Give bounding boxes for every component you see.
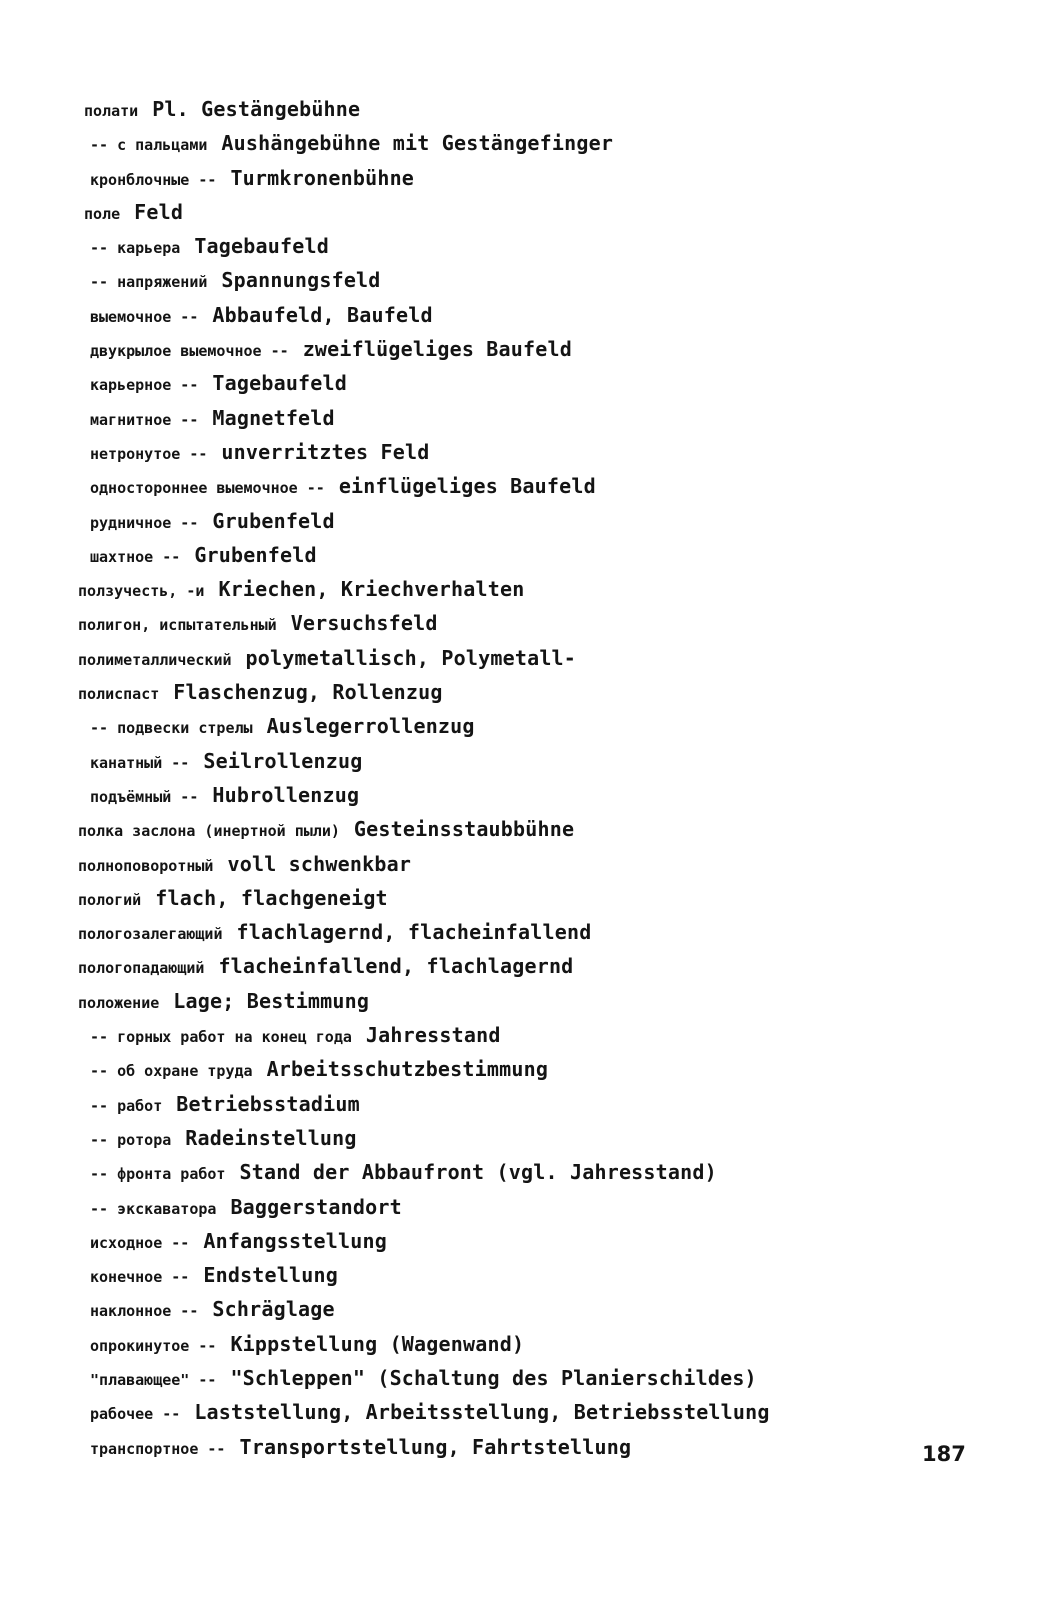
german-translation: Kippstellung (Wagenwand) xyxy=(230,1331,525,1356)
russian-term: положение xyxy=(78,993,160,1012)
russian-term: пологозалегающий xyxy=(78,925,223,944)
dictionary-entry xyxy=(78,641,978,675)
german-translation: Versuchsfeld xyxy=(290,611,438,636)
dictionary-entry xyxy=(78,1018,978,1052)
german-translation: Radeinstellung xyxy=(185,1125,357,1150)
dictionary-entry xyxy=(78,1258,978,1292)
dictionary-entry xyxy=(78,366,978,400)
russian-term: -- карьера xyxy=(90,239,181,258)
german-translation: Lage; Bestimmung xyxy=(173,988,370,1013)
russian-term: -- подвески стрелы xyxy=(90,719,253,738)
dictionary-entry xyxy=(78,538,978,572)
german-translation: Stand der Abbaufront (vgl. Jahresstand) xyxy=(239,1160,717,1185)
german-translation: Spannungsfeld xyxy=(221,268,381,293)
entry-list xyxy=(78,92,978,1464)
russian-term: кронблочные -- xyxy=(90,170,217,189)
russian-term: пологий xyxy=(78,890,142,909)
german-translation: polymetallisch, Polymetall- xyxy=(245,645,577,670)
russian-term: канатный -- xyxy=(90,753,190,772)
dictionary-entry xyxy=(78,778,978,812)
russian-term: исходное -- xyxy=(90,1233,190,1252)
dictionary-entry xyxy=(78,229,978,263)
page-number: 187 xyxy=(922,1442,966,1466)
dictionary-entry xyxy=(78,298,978,332)
dictionary-entry xyxy=(78,469,978,503)
dictionary-entry xyxy=(78,92,978,126)
german-translation: Abbaufeld, Baufeld xyxy=(212,302,433,327)
german-translation: voll schwenkbar xyxy=(227,851,412,876)
german-translation: Feld xyxy=(134,199,184,224)
russian-term: карьерное -- xyxy=(90,376,199,395)
russian-term: полиметаллический xyxy=(78,650,232,669)
dictionary-entry xyxy=(78,401,978,435)
german-translation: Magnetfeld xyxy=(212,405,335,430)
german-translation: Grubenfeld xyxy=(212,508,335,533)
dictionary-entry xyxy=(78,949,978,983)
russian-term: полка заслона (инертной пыли) xyxy=(78,822,340,841)
german-translation: flacheinfallend, flachlagernd xyxy=(218,954,574,979)
dictionary-entry xyxy=(78,915,978,949)
russian-term: конечное -- xyxy=(90,1268,190,1287)
dictionary-entry xyxy=(78,1292,978,1326)
russian-term: подъёмный -- xyxy=(90,787,199,806)
dictionary-entry xyxy=(78,606,978,640)
dictionary-entry xyxy=(78,332,978,366)
german-translation: Tagebaufeld xyxy=(212,371,348,396)
russian-term: шахтное -- xyxy=(90,547,181,566)
dictionary-entry xyxy=(78,1121,978,1155)
german-translation: Transportstellung, Fahrtstellung xyxy=(239,1434,632,1459)
russian-term: -- экскаватора xyxy=(90,1199,217,1218)
german-translation: unverritztes Feld xyxy=(221,439,430,464)
dictionary-entry xyxy=(78,1087,978,1121)
german-translation: Pl. Gestängebühne xyxy=(152,97,361,121)
russian-term: транспортное -- xyxy=(90,1439,226,1458)
german-translation: Anfangsstellung xyxy=(203,1228,387,1253)
russian-term: пологопадающий xyxy=(78,959,205,978)
russian-term: -- фронта работ xyxy=(90,1165,226,1184)
russian-term: -- работ xyxy=(90,1096,163,1115)
german-translation: Hubrollenzug xyxy=(212,782,360,807)
german-translation: flachlagernd, flacheinfallend xyxy=(236,920,592,945)
german-translation: Turmkronenbühne xyxy=(230,165,415,190)
german-translation: "Schleppen" (Schaltung des Planierschildes) xyxy=(230,1365,757,1390)
russian-term: -- горных работ на конец года xyxy=(90,1028,352,1047)
russian-term: нетронутое -- xyxy=(90,444,208,463)
dictionary-entry xyxy=(78,1224,978,1258)
german-translation: Laststellung, Arbeitsstellung, Betriebsstellung xyxy=(194,1400,770,1425)
german-translation: Flaschenzug, Rollenzug xyxy=(173,680,443,705)
dictionary-entry xyxy=(78,881,978,915)
german-translation: Arbeitsschutzbestimmung xyxy=(266,1057,549,1082)
russian-term: полигон, испытательный xyxy=(78,616,277,635)
german-translation: Gesteinsstaubbühne xyxy=(353,817,575,842)
dictionary-entry xyxy=(78,1395,978,1429)
dictionary-entry xyxy=(78,675,978,709)
german-translation: Kriechen, Kriechverhalten xyxy=(218,577,525,602)
russian-term: рудничное -- xyxy=(90,513,199,532)
german-translation: einflügeliges Baufeld xyxy=(338,474,596,499)
dictionary-entry xyxy=(78,504,978,538)
dictionary-entry xyxy=(78,161,978,195)
russian-term: магнитное -- xyxy=(90,410,199,429)
german-translation: flach, flachgeneigt xyxy=(155,885,388,910)
dictionary-entry xyxy=(78,572,978,606)
german-translation: Baggerstandort xyxy=(230,1194,402,1219)
russian-term: -- об охране труда xyxy=(90,1062,253,1081)
german-translation: Schräglage xyxy=(212,1297,335,1322)
german-translation: Auslegerrollenzug xyxy=(266,714,475,739)
german-translation: Betriebsstadium xyxy=(176,1091,360,1116)
dictionary-entry xyxy=(78,435,978,469)
dictionary-entry xyxy=(78,263,978,297)
dictionary-entry xyxy=(78,1361,978,1395)
dictionary-entry xyxy=(78,1052,978,1086)
dictionary-entry xyxy=(78,1430,978,1464)
dictionary-entry xyxy=(78,1327,978,1361)
dictionary-entry xyxy=(78,195,978,229)
russian-term: рабочее -- xyxy=(90,1405,181,1424)
russian-term: поле xyxy=(84,204,121,223)
russian-term: одностороннее выемочное -- xyxy=(90,479,325,498)
german-translation: Tagebaufeld xyxy=(194,234,329,259)
russian-term: -- с пальцами xyxy=(90,136,208,155)
russian-term: полиспаст xyxy=(78,685,160,704)
dictionary-entry xyxy=(78,1190,978,1224)
russian-term: выемочное -- xyxy=(90,307,199,326)
russian-term: -- ротора xyxy=(90,1130,172,1149)
german-translation: Seilrollenzug xyxy=(203,748,363,773)
russian-term: "плавающее" -- xyxy=(90,1370,217,1389)
dictionary-entry xyxy=(78,812,978,846)
russian-term: полноповоротный xyxy=(78,856,214,875)
russian-term: -- напряжений xyxy=(90,273,208,292)
dictionary-entry xyxy=(78,709,978,743)
dictionary-entry xyxy=(78,1155,978,1189)
russian-term: полати xyxy=(84,102,139,120)
russian-term: наклонное -- xyxy=(90,1302,199,1321)
russian-term: ползучесть, -и xyxy=(78,582,205,601)
dictionary-entry xyxy=(78,744,978,778)
russian-term: опрокинутое -- xyxy=(90,1336,217,1355)
german-translation: Aushängebühne mit Gestängefinger xyxy=(221,131,614,156)
dictionary-entry xyxy=(78,126,978,160)
dictionary-entry xyxy=(78,984,978,1018)
german-translation: zweiflügeliges Baufeld xyxy=(302,337,572,362)
german-translation: Endstellung xyxy=(203,1263,338,1288)
russian-term: двукрылое выемочное -- xyxy=(90,342,289,361)
german-translation: Grubenfeld xyxy=(194,542,317,567)
dictionary-entry xyxy=(78,847,978,881)
german-translation: Jahresstand xyxy=(365,1023,501,1048)
